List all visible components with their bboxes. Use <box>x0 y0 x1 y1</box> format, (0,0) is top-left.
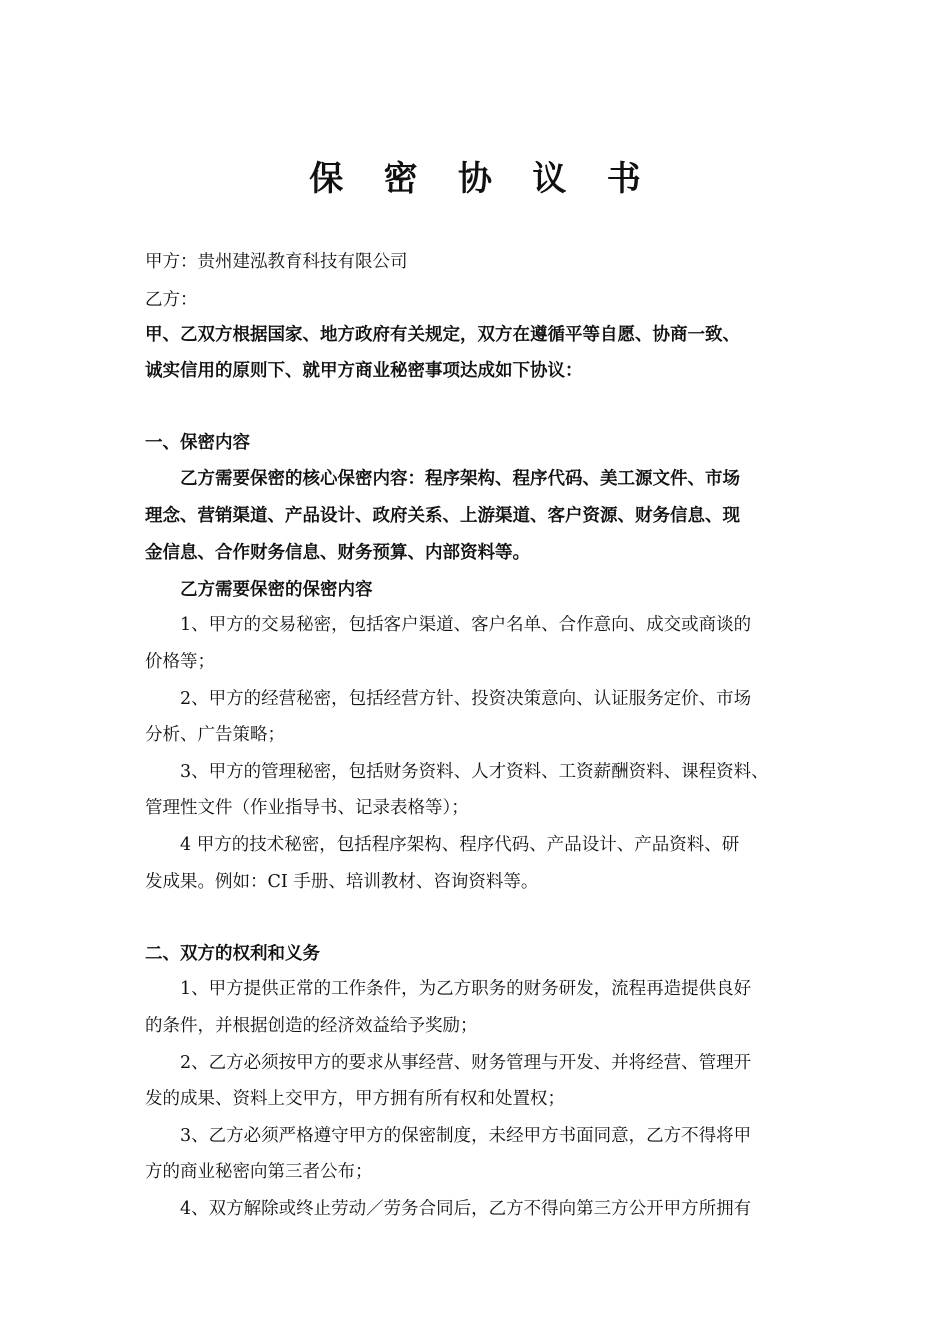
intro-line-1: 甲、乙双方根据国家、地方政府有关规定，双方在遵循平等自愿、协商一致、 <box>145 325 740 345</box>
section1-item-4-line-1: 4 甲方的技术秘密，包括程序架构、程序代码、产品设计、产品资料、研 <box>180 835 740 855</box>
section1-item-1-line-1: 1、甲方的交易秘密，包括客户渠道、客户名单、合作意向、成交或商谈的 <box>180 615 752 635</box>
section1-item-4-line-2: 发成果。例如：CI 手册、培训教材、咨询资料等。 <box>145 872 539 892</box>
party-a-line: 甲方：贵州建泓教育科技有限公司 <box>145 252 408 272</box>
section2-item-2-line-1: 2、乙方必须按甲方的要求从事经营、财务管理与开发、并将经营、管理开 <box>180 1053 752 1073</box>
intro-line-2: 诚实信用的原则下、就甲方商业秘密事项达成如下协议： <box>145 361 583 381</box>
section1-core-line-3: 金信息、合作财务信息、财务预算、内部资料等。 <box>145 543 530 563</box>
section2-heading: 二、双方的权利和义务 <box>145 944 320 964</box>
section1-item-3-line-2: 管理性文件（作业指导书、记录表格等）； <box>145 798 469 818</box>
section2-item-1-line-1: 1、甲方提供正常的工作条件，为乙方职务的财务研发，流程再造提供良好 <box>180 979 752 999</box>
section2-item-1-line-2: 的条件，并根据创造的经济效益给予奖励； <box>145 1016 478 1036</box>
section1-item-2-line-1: 2、甲方的经营秘密，包括经营方针、投资决策意向、认证服务定价、市场 <box>180 689 752 709</box>
section2-item-2-line-2: 发的成果、资料上交甲方，甲方拥有所有权和处置权； <box>145 1089 565 1109</box>
section1-heading: 一、保密内容 <box>145 433 250 453</box>
section1-item-1-line-2: 价格等； <box>145 652 215 672</box>
document-title: 保 密 协 议 书 <box>309 159 656 199</box>
section2-item-4-line-1: 4、双方解除或终止劳动／劳务合同后，乙方不得向第三方公开甲方所拥有 <box>180 1199 752 1219</box>
section2-item-3-line-2: 方的商业秘密向第三者公布； <box>145 1162 373 1182</box>
party-b-line: 乙方： <box>145 290 198 310</box>
section1-core-line-2: 理念、营销渠道、产品设计、政府关系、上游渠道、客户资源、财务信息、现 <box>145 506 740 526</box>
section1-subheading: 乙方需要保密的保密内容 <box>180 580 373 600</box>
section1-item-3-line-1: 3、甲方的管理秘密，包括财务资料、人才资料、工资薪酬资料、课程资料、 <box>180 762 769 782</box>
section1-item-2-line-2: 分析、广告策略； <box>145 725 285 745</box>
section2-item-3-line-1: 3、乙方必须严格遵守甲方的保密制度，未经甲方书面同意，乙方不得将甲 <box>180 1126 752 1146</box>
section1-core-line-1: 乙方需要保密的核心保密内容：程序架构、程序代码、美工源文件、市场 <box>180 469 740 489</box>
